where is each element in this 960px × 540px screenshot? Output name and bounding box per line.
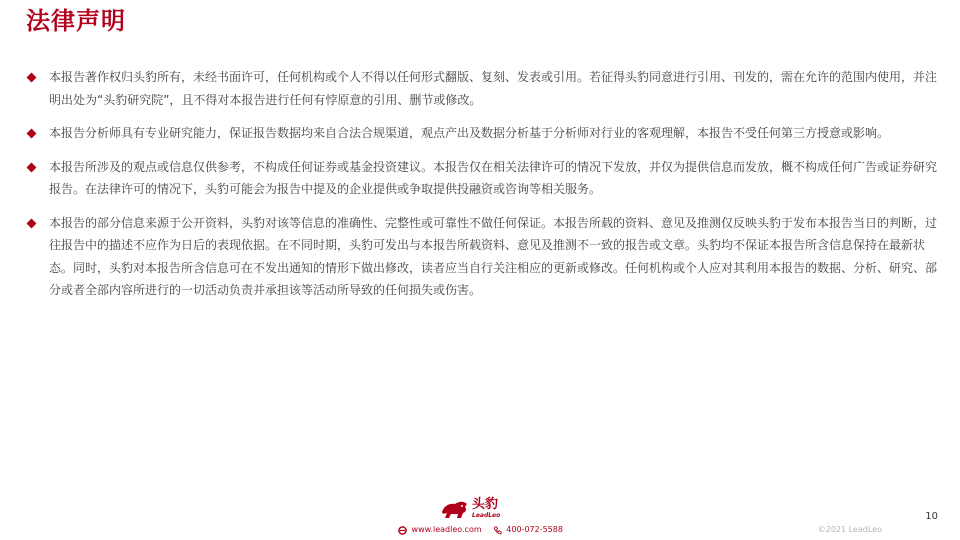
contact-line — [398, 524, 563, 537]
copyright: ©2021 LeadLeo — [817, 525, 882, 534]
phone-number: 400-072-5588 — [506, 525, 563, 534]
logo-text: 头豹 — [472, 497, 499, 512]
disclaimer-list — [28, 66, 948, 313]
diamond-bullet-icon — [27, 73, 37, 83]
list-item-text: 本报告所涉及的观点或信息仅供参考，不构成任何证券或基金投资建议。本报告仅在相关法律许可的情况下发放，并仅为提供信息而发放，概不构成任何广告或证券研究报告。在法律许可的情况下，头豹可能会为报告中提及的企业提供或争取提供投融资或咨询等相关服务。 — [49, 159, 938, 196]
web-icon — [398, 526, 407, 535]
list-item — [28, 212, 948, 302]
website-link[interactable]: www.leadleo.com — [411, 525, 482, 534]
list-item — [28, 66, 948, 111]
page-number: 10 — [925, 511, 938, 522]
list-item-text: 本报告分析师具有专业研究能力，保证报告数据均来自合法合规渠道，观点产出及数据分析基于分析师对行业的客观理解，本报告不受任何第三方授意或影响。 — [49, 126, 890, 140]
footer — [0, 496, 960, 540]
brand-logo — [440, 496, 520, 522]
diamond-bullet-icon — [27, 162, 37, 172]
logo-subtext: LeadLeo — [472, 512, 501, 519]
list-item-text: 本报告著作权归头豹所有，未经书面许可，任何机构或个人不得以任何形式翻版、复刻、发表或引用。若征得头豹同意进行引用、刊发的，需在允许的范围内使用，并注明出处为“头豹研究院”，且不得对本报告进行任何有悖原意的引用、删节或修改。 — [49, 70, 938, 107]
list-item — [28, 122, 948, 145]
list-item-text: 本报告的部分信息来源于公开资料，头豹对该等信息的准确性、完整性或可靠性不做任何保证。本报告所载的资料、意见及推测仅反映头豹于发布本报告当日的判断，过往报告中的描述不应作为日后的表现依据。在不同时期，头豹可发出与本报告所载资料、意见及推测不一致的报告或文章。头豹均不保证本报告所含信息保持在最新状态。同时，头豹对本报告所含信息可在不发出通知的情形下做出修改，读者应当自行关注相应的更新或修改。任何机构或个人应对其利用本报告的数据、分析、研究、部分或者全部内容所进行的一切活动负责并承担该等活动所导致的任何损失或伤害。 — [49, 215, 938, 297]
page-title: 法律声明 — [26, 7, 126, 35]
phone-icon — [493, 526, 502, 535]
diamond-bullet-icon — [27, 218, 37, 228]
leopard-logo-icon — [440, 498, 470, 520]
diamond-bullet-icon — [27, 129, 37, 139]
list-item — [28, 156, 948, 201]
